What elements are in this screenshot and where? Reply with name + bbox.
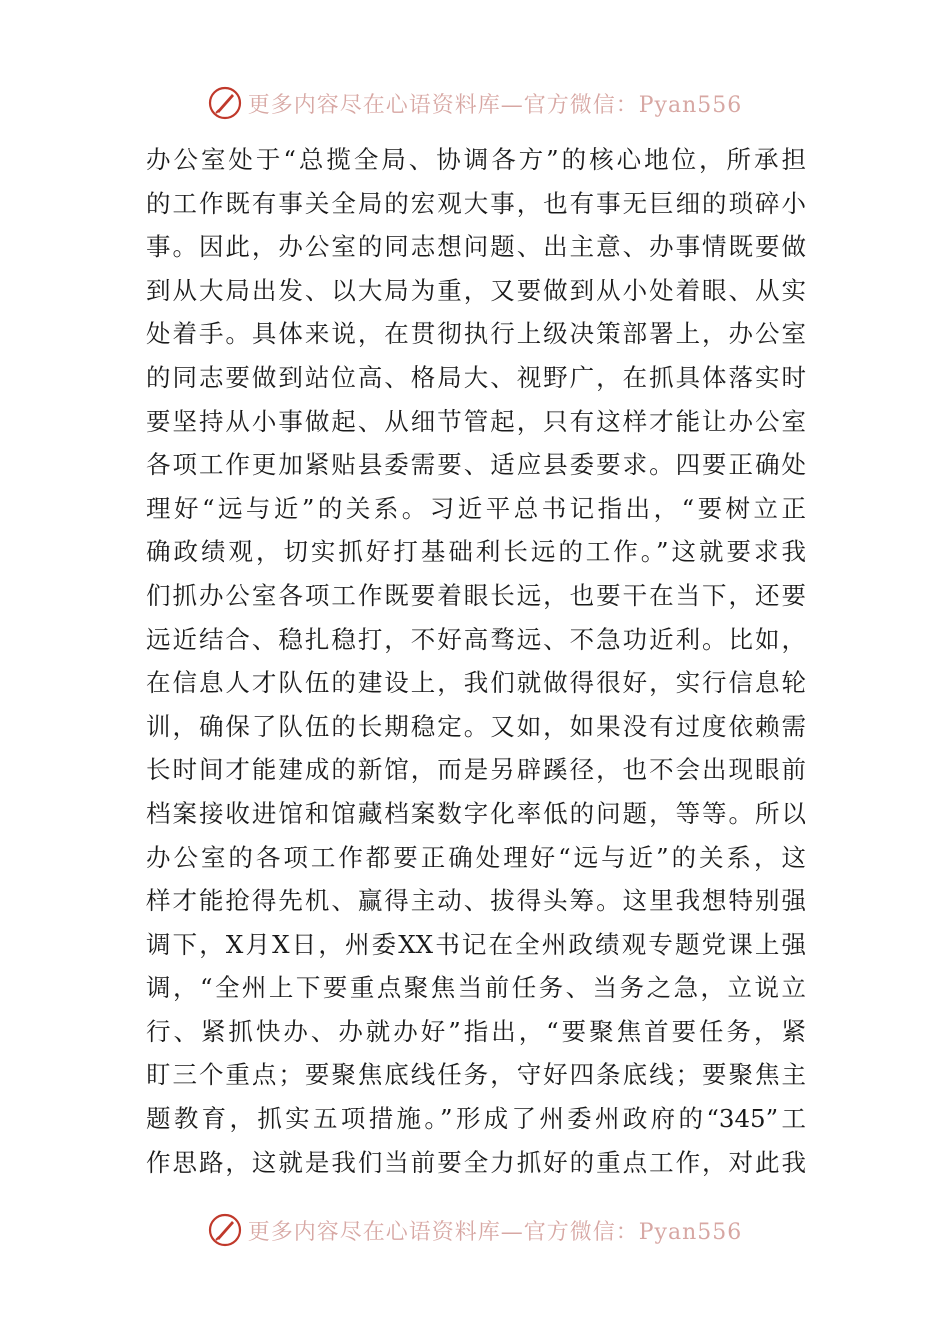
text-line: 长时间才能建成的新馆，而是另辟蹊径，也不会出现眼前 [146,755,806,785]
watermark-header [0,83,950,123]
text-line: 确政绩观，切实抓好打基础利长远的工作。”这就要求我 [146,537,806,567]
text-line: 办公室处于“总揽全局、协调各方”的核心地位，所承担 [146,145,806,174]
text-line: 远近结合、稳扎稳打，不好高骛远、不急功近利。比如， [146,624,806,654]
quill-pen-logo-icon [208,86,242,120]
text-line: 到从大局出发、以大局为重，又要做到从小处着眼、从实 [146,275,806,305]
text-line: 要坚持从小事做起、从细节管起，只有这样才能让办公室 [146,406,806,436]
text-line: 各项工作更加紧贴县委需要、适应县委要求。四要正确处 [146,450,806,480]
watermark-footer [0,1210,950,1250]
text-line: 题教育，抓实五项措施。”形成了州委州政府的“345”工 [146,1104,806,1134]
watermark-text: 更多内容尽在心语资料库—官方微信：Pyan556 [247,1219,743,1245]
text-line: 样才能抢得先机、赢得主动、拔得头筹。这里我想特别强 [146,886,806,916]
text-line: 的工作既有事关全局的宏观大事，也有事无巨细的琐碎小 [146,188,806,218]
text-line: 作思路，这就是我们当前要全力抓好的重点工作，对此我 [146,1147,806,1177]
text-line: 们抓办公室各项工作既要着眼长远，也要干在当下，还要 [146,580,806,610]
document-body [146,138,806,1184]
text-line: 的同志要做到站位高、格局大、视野广，在抓具体落实时 [146,362,806,392]
text-line: 事。因此，办公室的同志想问题、出主意、办事情既要做 [146,232,806,262]
watermark-text: 更多内容尽在心语资料库—官方微信：Pyan556 [247,92,743,118]
text-line: 行、紧抓快办、办就办好”指出，“要聚焦首要任务，紧 [146,1016,806,1046]
text-line: 档案接收进馆和馆藏档案数字化率低的问题，等等。所以 [146,798,806,828]
text-line: 理好“远与近”的关系。习近平总书记指出，“要树立正 [146,493,806,523]
text-line: 在信息人才队伍的建设上，我们就做得很好，实行信息轮 [146,668,806,698]
text-line: 调下，X月X日，州委XX书记在全州政绩观专题党课上强 [146,929,806,959]
text-line: 处着手。具体来说，在贯彻执行上级决策部署上，办公室 [146,319,806,349]
quill-pen-logo-icon [208,1213,242,1247]
text-line: 办公室的各项工作都要正确处理好“远与近”的关系，这 [146,842,806,872]
text-line: 调，“全州上下要重点聚焦当前任务、当务之急，立说立 [146,973,806,1003]
text-line: 盯三个重点；要聚焦底线任务，守好四条底线；要聚焦主 [146,1060,806,1090]
text-line: 训，确保了队伍的长期稳定。又如，如果没有过度依赖需 [146,711,806,741]
